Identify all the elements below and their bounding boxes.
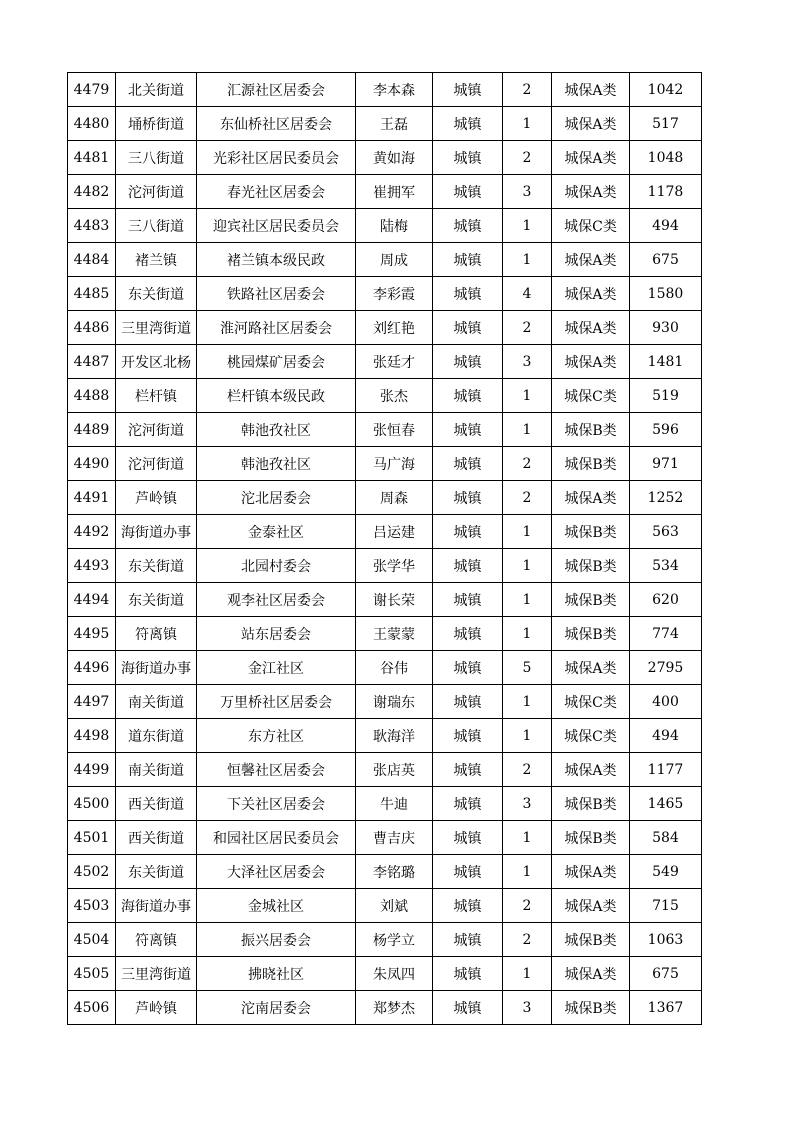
cell-record-id: 4481 bbox=[68, 141, 116, 175]
cell-amount: 971 bbox=[630, 447, 702, 481]
cell-street: 三里湾街道 bbox=[116, 957, 197, 991]
cell-street: 三八街道 bbox=[116, 209, 197, 243]
cell-record-id: 4488 bbox=[68, 379, 116, 413]
cell-amount: 675 bbox=[630, 243, 702, 277]
cell-category: 城保A类 bbox=[552, 175, 630, 209]
cell-amount: 494 bbox=[630, 719, 702, 753]
cell-community: 沱北居委会 bbox=[197, 481, 356, 515]
cell-category: 城保C类 bbox=[552, 685, 630, 719]
cell-name: 张恒春 bbox=[356, 413, 433, 447]
cell-community: 栏杆镇本级民政 bbox=[197, 379, 356, 413]
cell-area-type: 城镇 bbox=[433, 73, 503, 107]
cell-household-size: 3 bbox=[503, 787, 552, 821]
cell-category: 城保A类 bbox=[552, 73, 630, 107]
cell-record-id: 4491 bbox=[68, 481, 116, 515]
cell-household-size: 1 bbox=[503, 549, 552, 583]
cell-household-size: 2 bbox=[503, 923, 552, 957]
cell-street: 栏杆镇 bbox=[116, 379, 197, 413]
cell-area-type: 城镇 bbox=[433, 379, 503, 413]
cell-name: 黄如海 bbox=[356, 141, 433, 175]
cell-name: 谢长荣 bbox=[356, 583, 433, 617]
cell-area-type: 城镇 bbox=[433, 957, 503, 991]
cell-street: 东关街道 bbox=[116, 277, 197, 311]
cell-household-size: 3 bbox=[503, 991, 552, 1025]
cell-area-type: 城镇 bbox=[433, 175, 503, 209]
cell-street: 西关街道 bbox=[116, 821, 197, 855]
cell-street: 东关街道 bbox=[116, 583, 197, 617]
cell-street: 沱河街道 bbox=[116, 413, 197, 447]
cell-record-id: 4501 bbox=[68, 821, 116, 855]
cell-amount: 549 bbox=[630, 855, 702, 889]
cell-category: 城保B类 bbox=[552, 583, 630, 617]
cell-area-type: 城镇 bbox=[433, 787, 503, 821]
table-row bbox=[68, 855, 702, 889]
table-row bbox=[68, 413, 702, 447]
cell-area-type: 城镇 bbox=[433, 617, 503, 651]
table-row bbox=[68, 753, 702, 787]
cell-community: 站东居委会 bbox=[197, 617, 356, 651]
cell-record-id: 4487 bbox=[68, 345, 116, 379]
cell-community: 下关社区居委会 bbox=[197, 787, 356, 821]
cell-amount: 494 bbox=[630, 209, 702, 243]
table-row bbox=[68, 209, 702, 243]
cell-record-id: 4483 bbox=[68, 209, 116, 243]
cell-name: 牛迪 bbox=[356, 787, 433, 821]
cell-name: 刘红艳 bbox=[356, 311, 433, 345]
cell-community: 汇源社区居委会 bbox=[197, 73, 356, 107]
table-row bbox=[68, 923, 702, 957]
cell-category: 城保B类 bbox=[552, 515, 630, 549]
cell-street: 海街道办事 bbox=[116, 889, 197, 923]
cell-amount: 774 bbox=[630, 617, 702, 651]
cell-community: 和园社区居民委员会 bbox=[197, 821, 356, 855]
cell-record-id: 4498 bbox=[68, 719, 116, 753]
cell-name: 耿海洋 bbox=[356, 719, 433, 753]
cell-household-size: 1 bbox=[503, 617, 552, 651]
cell-community: 桃园煤矿居委会 bbox=[197, 345, 356, 379]
cell-street: 褚兰镇 bbox=[116, 243, 197, 277]
table-row bbox=[68, 311, 702, 345]
cell-amount: 1042 bbox=[630, 73, 702, 107]
cell-community: 恒馨社区居委会 bbox=[197, 753, 356, 787]
table-row bbox=[68, 991, 702, 1025]
cell-community: 大泽社区居委会 bbox=[197, 855, 356, 889]
cell-area-type: 城镇 bbox=[433, 447, 503, 481]
cell-record-id: 4480 bbox=[68, 107, 116, 141]
cell-amount: 1481 bbox=[630, 345, 702, 379]
cell-area-type: 城镇 bbox=[433, 855, 503, 889]
cell-amount: 675 bbox=[630, 957, 702, 991]
cell-amount: 596 bbox=[630, 413, 702, 447]
cell-category: 城保C类 bbox=[552, 719, 630, 753]
cell-amount: 1177 bbox=[630, 753, 702, 787]
cell-area-type: 城镇 bbox=[433, 515, 503, 549]
cell-amount: 1367 bbox=[630, 991, 702, 1025]
cell-amount: 930 bbox=[630, 311, 702, 345]
cell-household-size: 1 bbox=[503, 515, 552, 549]
cell-name: 李彩霞 bbox=[356, 277, 433, 311]
cell-category: 城保B类 bbox=[552, 821, 630, 855]
cell-area-type: 城镇 bbox=[433, 719, 503, 753]
cell-name: 吕运建 bbox=[356, 515, 433, 549]
cell-category: 城保B类 bbox=[552, 617, 630, 651]
cell-street: 开发区北杨 bbox=[116, 345, 197, 379]
cell-street: 道东街道 bbox=[116, 719, 197, 753]
cell-name: 杨学立 bbox=[356, 923, 433, 957]
cell-amount: 1048 bbox=[630, 141, 702, 175]
cell-area-type: 城镇 bbox=[433, 991, 503, 1025]
cell-street: 东关街道 bbox=[116, 549, 197, 583]
table-row bbox=[68, 719, 702, 753]
cell-category: 城保A类 bbox=[552, 889, 630, 923]
cell-area-type: 城镇 bbox=[433, 481, 503, 515]
cell-household-size: 1 bbox=[503, 685, 552, 719]
cell-record-id: 4504 bbox=[68, 923, 116, 957]
cell-name: 马广海 bbox=[356, 447, 433, 481]
table-row bbox=[68, 889, 702, 923]
cell-amount: 1178 bbox=[630, 175, 702, 209]
cell-household-size: 1 bbox=[503, 243, 552, 277]
cell-street: 埇桥街道 bbox=[116, 107, 197, 141]
cell-household-size: 2 bbox=[503, 73, 552, 107]
cell-name: 王磊 bbox=[356, 107, 433, 141]
cell-household-size: 1 bbox=[503, 413, 552, 447]
cell-community: 北园村委会 bbox=[197, 549, 356, 583]
cell-area-type: 城镇 bbox=[433, 685, 503, 719]
cell-street: 沱河街道 bbox=[116, 447, 197, 481]
cell-street: 芦岭镇 bbox=[116, 481, 197, 515]
cell-name: 周森 bbox=[356, 481, 433, 515]
table-row bbox=[68, 787, 702, 821]
cell-area-type: 城镇 bbox=[433, 243, 503, 277]
data-table bbox=[67, 72, 702, 1025]
cell-name: 李铭璐 bbox=[356, 855, 433, 889]
cell-community: 光彩社区居民委员会 bbox=[197, 141, 356, 175]
cell-record-id: 4486 bbox=[68, 311, 116, 345]
cell-amount: 1465 bbox=[630, 787, 702, 821]
cell-community: 淮河路社区居委会 bbox=[197, 311, 356, 345]
cell-area-type: 城镇 bbox=[433, 651, 503, 685]
cell-name: 郑梦杰 bbox=[356, 991, 433, 1025]
cell-category: 城保A类 bbox=[552, 311, 630, 345]
cell-category: 城保A类 bbox=[552, 277, 630, 311]
cell-area-type: 城镇 bbox=[433, 107, 503, 141]
cell-street: 三八街道 bbox=[116, 141, 197, 175]
table-row bbox=[68, 141, 702, 175]
cell-record-id: 4502 bbox=[68, 855, 116, 889]
table-row bbox=[68, 685, 702, 719]
cell-street: 南关街道 bbox=[116, 753, 197, 787]
cell-record-id: 4495 bbox=[68, 617, 116, 651]
cell-category: 城保A类 bbox=[552, 345, 630, 379]
table-row bbox=[68, 617, 702, 651]
cell-record-id: 4484 bbox=[68, 243, 116, 277]
cell-name: 谷伟 bbox=[356, 651, 433, 685]
table-row bbox=[68, 107, 702, 141]
table-row bbox=[68, 73, 702, 107]
cell-street: 海街道办事 bbox=[116, 651, 197, 685]
table-body bbox=[68, 73, 702, 1025]
cell-record-id: 4489 bbox=[68, 413, 116, 447]
cell-community: 金江社区 bbox=[197, 651, 356, 685]
cell-name: 崔拥军 bbox=[356, 175, 433, 209]
cell-area-type: 城镇 bbox=[433, 889, 503, 923]
cell-area-type: 城镇 bbox=[433, 141, 503, 175]
cell-record-id: 4485 bbox=[68, 277, 116, 311]
cell-street: 西关街道 bbox=[116, 787, 197, 821]
table-row bbox=[68, 957, 702, 991]
cell-category: 城保B类 bbox=[552, 787, 630, 821]
cell-amount: 400 bbox=[630, 685, 702, 719]
cell-name: 李本森 bbox=[356, 73, 433, 107]
cell-name: 陆梅 bbox=[356, 209, 433, 243]
cell-category: 城保B类 bbox=[552, 413, 630, 447]
cell-amount: 519 bbox=[630, 379, 702, 413]
cell-name: 曹吉庆 bbox=[356, 821, 433, 855]
cell-record-id: 4499 bbox=[68, 753, 116, 787]
cell-household-size: 2 bbox=[503, 753, 552, 787]
cell-household-size: 2 bbox=[503, 141, 552, 175]
cell-household-size: 1 bbox=[503, 957, 552, 991]
table-row bbox=[68, 481, 702, 515]
cell-name: 刘斌 bbox=[356, 889, 433, 923]
cell-household-size: 3 bbox=[503, 175, 552, 209]
cell-amount: 1252 bbox=[630, 481, 702, 515]
cell-record-id: 4482 bbox=[68, 175, 116, 209]
cell-amount: 1580 bbox=[630, 277, 702, 311]
cell-name: 周成 bbox=[356, 243, 433, 277]
cell-community: 观李社区居委会 bbox=[197, 583, 356, 617]
cell-community: 沱南居委会 bbox=[197, 991, 356, 1025]
cell-community: 迎宾社区居民委员会 bbox=[197, 209, 356, 243]
cell-area-type: 城镇 bbox=[433, 345, 503, 379]
cell-street: 三里湾街道 bbox=[116, 311, 197, 345]
cell-category: 城保A类 bbox=[552, 481, 630, 515]
cell-household-size: 1 bbox=[503, 107, 552, 141]
cell-household-size: 2 bbox=[503, 447, 552, 481]
cell-name: 张杰 bbox=[356, 379, 433, 413]
cell-amount: 563 bbox=[630, 515, 702, 549]
cell-amount: 2795 bbox=[630, 651, 702, 685]
cell-record-id: 4496 bbox=[68, 651, 116, 685]
cell-household-size: 1 bbox=[503, 821, 552, 855]
cell-record-id: 4500 bbox=[68, 787, 116, 821]
cell-community: 万里桥社区居委会 bbox=[197, 685, 356, 719]
cell-name: 张学华 bbox=[356, 549, 433, 583]
cell-category: 城保A类 bbox=[552, 141, 630, 175]
cell-street: 沱河街道 bbox=[116, 175, 197, 209]
cell-street: 北关街道 bbox=[116, 73, 197, 107]
cell-record-id: 4493 bbox=[68, 549, 116, 583]
cell-record-id: 4492 bbox=[68, 515, 116, 549]
table-row bbox=[68, 549, 702, 583]
cell-community: 铁路社区居委会 bbox=[197, 277, 356, 311]
cell-category: 城保A类 bbox=[552, 651, 630, 685]
cell-category: 城保A类 bbox=[552, 957, 630, 991]
cell-household-size: 1 bbox=[503, 379, 552, 413]
cell-street: 符离镇 bbox=[116, 923, 197, 957]
table-row bbox=[68, 583, 702, 617]
cell-area-type: 城镇 bbox=[433, 209, 503, 243]
cell-community: 东仙桥社区居委会 bbox=[197, 107, 356, 141]
cell-category: 城保C类 bbox=[552, 209, 630, 243]
cell-community: 拂晓社区 bbox=[197, 957, 356, 991]
cell-household-size: 3 bbox=[503, 345, 552, 379]
cell-area-type: 城镇 bbox=[433, 753, 503, 787]
cell-category: 城保A类 bbox=[552, 107, 630, 141]
cell-community: 春光社区居委会 bbox=[197, 175, 356, 209]
cell-household-size: 1 bbox=[503, 583, 552, 617]
cell-household-size: 2 bbox=[503, 311, 552, 345]
cell-category: 城保B类 bbox=[552, 991, 630, 1025]
cell-area-type: 城镇 bbox=[433, 923, 503, 957]
cell-area-type: 城镇 bbox=[433, 277, 503, 311]
cell-community: 东方社区 bbox=[197, 719, 356, 753]
cell-street: 南关街道 bbox=[116, 685, 197, 719]
table-row bbox=[68, 345, 702, 379]
table-row bbox=[68, 379, 702, 413]
cell-amount: 620 bbox=[630, 583, 702, 617]
table-row bbox=[68, 175, 702, 209]
cell-street: 符离镇 bbox=[116, 617, 197, 651]
cell-area-type: 城镇 bbox=[433, 413, 503, 447]
cell-category: 城保B类 bbox=[552, 549, 630, 583]
table-row bbox=[68, 447, 702, 481]
cell-category: 城保A类 bbox=[552, 855, 630, 889]
cell-name: 张廷才 bbox=[356, 345, 433, 379]
cell-name: 谢瑞东 bbox=[356, 685, 433, 719]
table-row bbox=[68, 515, 702, 549]
cell-household-size: 4 bbox=[503, 277, 552, 311]
cell-name: 朱凤四 bbox=[356, 957, 433, 991]
cell-household-size: 1 bbox=[503, 719, 552, 753]
cell-record-id: 4506 bbox=[68, 991, 116, 1025]
cell-household-size: 2 bbox=[503, 889, 552, 923]
cell-area-type: 城镇 bbox=[433, 583, 503, 617]
cell-household-size: 2 bbox=[503, 481, 552, 515]
cell-street: 芦岭镇 bbox=[116, 991, 197, 1025]
cell-record-id: 4494 bbox=[68, 583, 116, 617]
cell-community: 韩池孜社区 bbox=[197, 447, 356, 481]
cell-area-type: 城镇 bbox=[433, 549, 503, 583]
cell-record-id: 4505 bbox=[68, 957, 116, 991]
cell-amount: 715 bbox=[630, 889, 702, 923]
cell-amount: 1063 bbox=[630, 923, 702, 957]
cell-household-size: 1 bbox=[503, 855, 552, 889]
table-row bbox=[68, 821, 702, 855]
cell-name: 王蒙蒙 bbox=[356, 617, 433, 651]
cell-record-id: 4490 bbox=[68, 447, 116, 481]
table-row bbox=[68, 651, 702, 685]
cell-community: 褚兰镇本级民政 bbox=[197, 243, 356, 277]
cell-name: 张店英 bbox=[356, 753, 433, 787]
cell-area-type: 城镇 bbox=[433, 311, 503, 345]
cell-category: 城保B类 bbox=[552, 923, 630, 957]
cell-street: 海街道办事 bbox=[116, 515, 197, 549]
cell-community: 振兴居委会 bbox=[197, 923, 356, 957]
cell-record-id: 4497 bbox=[68, 685, 116, 719]
cell-amount: 584 bbox=[630, 821, 702, 855]
cell-category: 城保B类 bbox=[552, 447, 630, 481]
cell-household-size: 5 bbox=[503, 651, 552, 685]
table-row bbox=[68, 243, 702, 277]
cell-amount: 534 bbox=[630, 549, 702, 583]
cell-record-id: 4503 bbox=[68, 889, 116, 923]
cell-category: 城保A类 bbox=[552, 753, 630, 787]
cell-community: 金泰社区 bbox=[197, 515, 356, 549]
cell-area-type: 城镇 bbox=[433, 821, 503, 855]
table-row bbox=[68, 277, 702, 311]
cell-household-size: 1 bbox=[503, 209, 552, 243]
cell-category: 城保C类 bbox=[552, 379, 630, 413]
cell-street: 东关街道 bbox=[116, 855, 197, 889]
cell-amount: 517 bbox=[630, 107, 702, 141]
cell-category: 城保A类 bbox=[552, 243, 630, 277]
cell-community: 韩池孜社区 bbox=[197, 413, 356, 447]
cell-community: 金城社区 bbox=[197, 889, 356, 923]
cell-record-id: 4479 bbox=[68, 73, 116, 107]
